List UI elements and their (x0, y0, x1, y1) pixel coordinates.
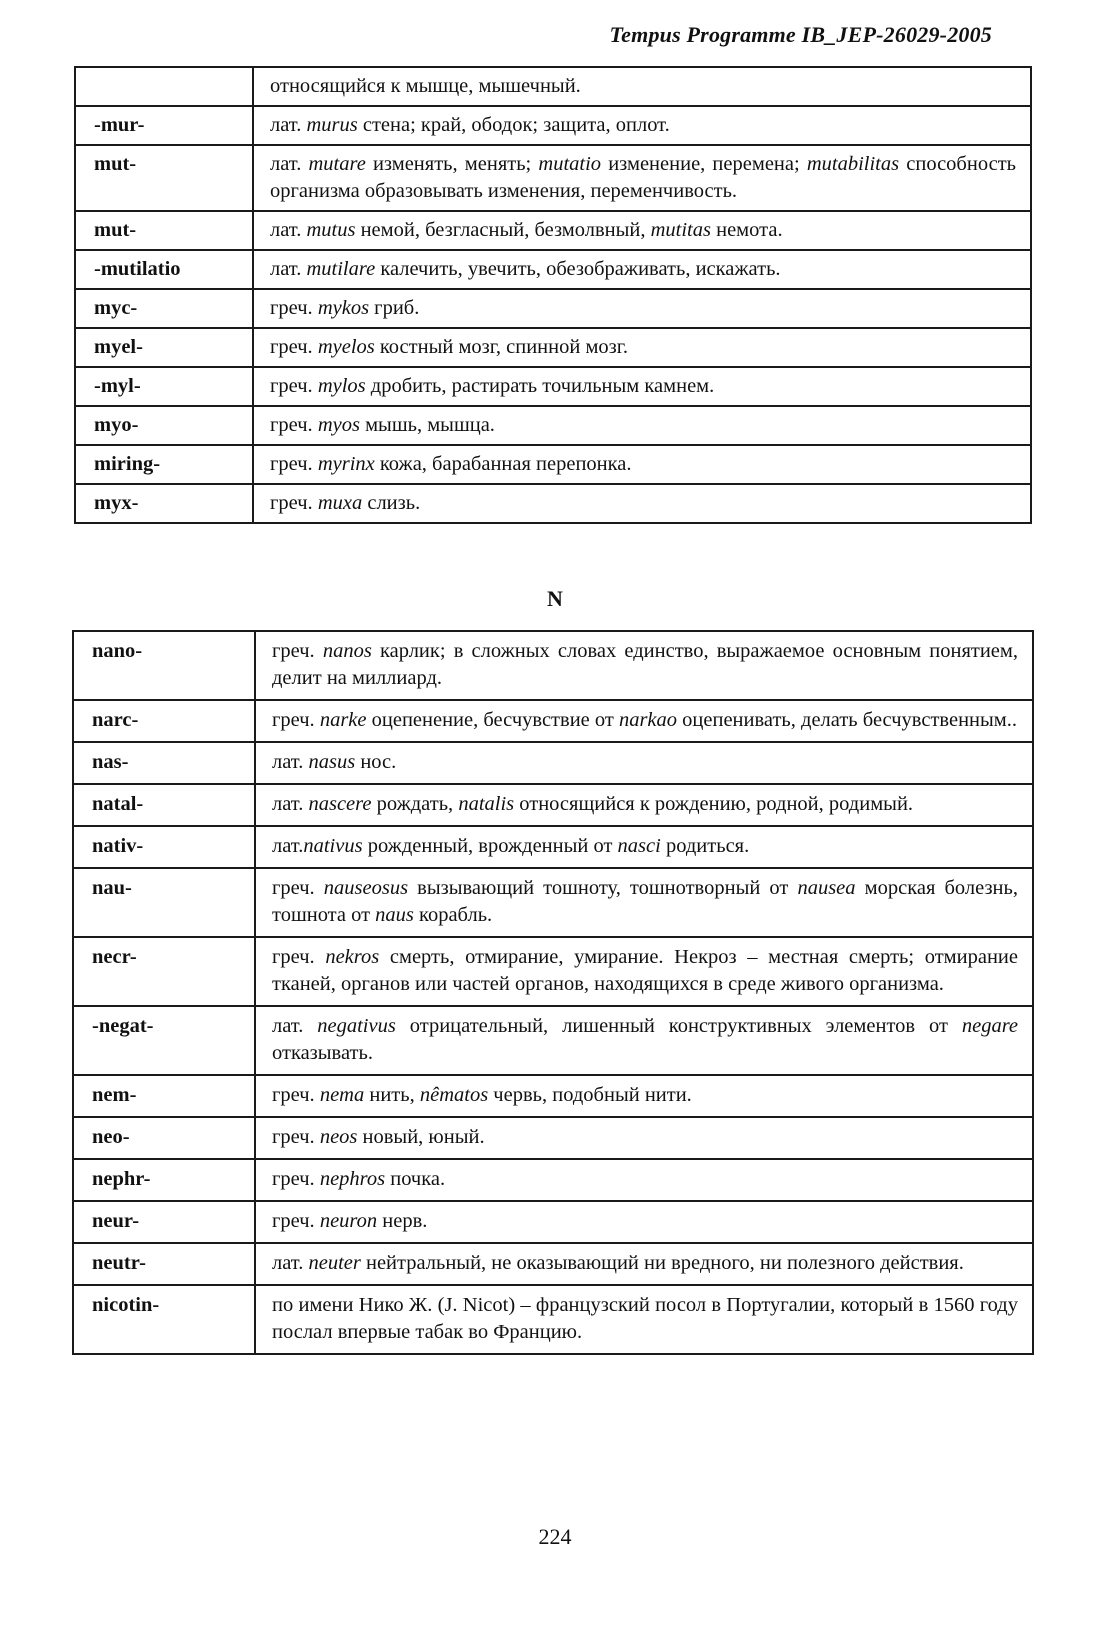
definition-text: рожденный, врожденный от (362, 835, 618, 857)
entry-row (75, 211, 1031, 250)
entry-definition (255, 1117, 1033, 1159)
definition-text: греч. (272, 877, 324, 899)
entry-definition (253, 406, 1031, 445)
definition-term-italic: nausea (797, 877, 856, 899)
entry-row (75, 406, 1031, 445)
definition-term-italic: mutabilitas (806, 153, 900, 175)
definition-term-italic: nasci (617, 835, 661, 857)
definition-term-italic: murus (306, 114, 358, 136)
entry-term: neo- (73, 1117, 255, 1159)
definition-text: греч. (272, 1126, 320, 1148)
entry-definition (255, 1159, 1033, 1201)
entry-definition (253, 445, 1031, 484)
definition-text: лат. (270, 153, 309, 175)
definition-text: нить, (364, 1084, 420, 1106)
definition-text: слизь. (362, 492, 421, 514)
entry-row (73, 826, 1033, 868)
entry-term: natal- (73, 784, 255, 826)
definition-text: лат. (270, 219, 307, 241)
definition-text: лат. (270, 114, 307, 136)
definition-term-italic: nekros (325, 946, 380, 968)
definition-term-italic: naus (375, 904, 414, 926)
definition-term-italic: neuron (319, 1210, 378, 1232)
entry-row (75, 250, 1031, 289)
entry-term: mut- (75, 211, 253, 250)
entry-row (75, 484, 1031, 523)
definition-term-italic: mutilare (306, 258, 376, 280)
definition-text: лат. (272, 1015, 318, 1037)
definition-text: нейтральный, не оказывающий ни вредного, ни полезного действия. (360, 1252, 964, 1274)
entry-row (75, 106, 1031, 145)
definition-text: оцепенение, бесчувствие от (366, 709, 619, 731)
definition-text: мышь, мышца. (359, 414, 495, 436)
definition-text: отказывать. (272, 1042, 373, 1064)
entry-row (73, 1201, 1033, 1243)
definition-term-italic: nanos (322, 640, 372, 662)
entry-definition (253, 328, 1031, 367)
definition-term-italic: nema (319, 1084, 365, 1106)
entry-term: nicotin- (73, 1285, 255, 1354)
definition-term-italic: nephros (319, 1168, 386, 1190)
entry-definition (255, 937, 1033, 1006)
definition-text: калечить, увечить, обезображивать, искажать. (375, 258, 781, 280)
definition-term-italic: mykos (317, 297, 370, 319)
definition-text: способность организма образовывать изменения, переменчивость. (270, 153, 1016, 202)
definition-text: по имени Нико Ж. (J. Nicot) – французский посол в Португалии, который в 1560 году послал впервые табак во Францию. (272, 1294, 1018, 1343)
entry-row (73, 1075, 1033, 1117)
definition-text: почка. (385, 1168, 446, 1190)
entry-term: neutr- (73, 1243, 255, 1285)
definition-text: родиться. (660, 835, 750, 857)
definition-term-italic: narkao (618, 709, 678, 731)
definition-text: немота. (710, 219, 783, 241)
page-number: 224 (538, 1524, 572, 1549)
entry-row (73, 700, 1033, 742)
entry-term: -mutilatio (75, 250, 253, 289)
definition-text: новый, юный. (357, 1126, 485, 1148)
entry-term: myo- (75, 406, 253, 445)
definition-text: греч. (270, 336, 318, 358)
entry-row (73, 868, 1033, 937)
definition-text: отрицательный, лишенный конструктивных элементов от (395, 1015, 962, 1037)
definition-text: греч. (270, 375, 318, 397)
entry-definition (253, 250, 1031, 289)
definition-term-italic: muxa (317, 492, 363, 514)
definition-text: морская болезнь, тошнота от (272, 877, 1019, 926)
entry-term: neur- (73, 1201, 255, 1243)
entry-row (73, 937, 1033, 1006)
entry-row (73, 784, 1033, 826)
definition-text: смерть, отмирание, умирание. Некроз – местная смерть; отмирание тканей, органов или частей органов, находящихся в среде живого организма. (272, 946, 1018, 995)
entry-row (73, 742, 1033, 784)
definition-term-italic: mutatio (538, 153, 602, 175)
entry-definition (255, 784, 1033, 826)
running-header: Tempus Programme IB_JEP-26029-2005 (609, 22, 992, 47)
definition-text: изменять, менять; (365, 153, 539, 175)
definition-text: нос. (355, 751, 397, 773)
definition-text: лат. (270, 258, 307, 280)
entry-row (75, 445, 1031, 484)
definition-term-italic: mylos (317, 375, 366, 397)
entry-term: narc- (73, 700, 255, 742)
entry-term: myx- (75, 484, 253, 523)
entry-term: miring- (75, 445, 253, 484)
entry-row (73, 631, 1033, 700)
definition-term-italic: myos (317, 414, 360, 436)
definition-text: карлик; в сложных словах единство, выражаемое основным понятием, делит на миллиард. (272, 640, 1018, 689)
definition-term-italic: nauseosus (323, 877, 409, 899)
definition-text: нерв. (377, 1210, 428, 1232)
definition-text: греч. (272, 640, 323, 662)
definition-text: стена; край, ободок; защита, оплот. (357, 114, 670, 136)
definition-term-italic: negare (961, 1015, 1019, 1037)
entry-definition (255, 742, 1033, 784)
definition-text: рождать, (371, 793, 459, 815)
definition-text: греч. (270, 414, 318, 436)
table-m-body (75, 67, 1031, 523)
entry-definition (253, 211, 1031, 250)
entry-definition (255, 826, 1033, 868)
definition-term-italic: nascere (308, 793, 372, 815)
definition-text: греч. (270, 453, 318, 475)
entry-term: nativ- (73, 826, 255, 868)
definition-term-italic: neuter (308, 1252, 361, 1274)
definition-text: греч. (272, 1168, 320, 1190)
entry-term: -myl- (75, 367, 253, 406)
definition-text: немой, безгласный, безмолвный, (355, 219, 651, 241)
definition-term-italic: mutus (306, 219, 356, 241)
entry-definition (255, 1201, 1033, 1243)
definition-term-italic: negativus (317, 1015, 396, 1037)
entry-term: mut- (75, 145, 253, 211)
entry-row (73, 1159, 1033, 1201)
definition-text: червь, подобный нити. (488, 1084, 692, 1106)
entry-term: -negat- (73, 1006, 255, 1075)
definition-text: лат. (272, 835, 304, 857)
entry-row (75, 367, 1031, 406)
definition-text: кожа, барабанная перепонка. (374, 453, 632, 475)
definition-term-italic: mutare (308, 153, 366, 175)
definition-text: лат. (272, 793, 309, 815)
definition-term-italic: mutitas (650, 219, 711, 241)
entry-definition (253, 145, 1031, 211)
entry-row (75, 289, 1031, 328)
entry-term: nephr- (73, 1159, 255, 1201)
entry-definition (253, 106, 1031, 145)
entry-definition (255, 1006, 1033, 1075)
entry-term: nem- (73, 1075, 255, 1117)
definition-term-italic: neos (319, 1126, 358, 1148)
entry-definition (255, 868, 1033, 937)
definition-term-italic: myrinx (317, 453, 375, 475)
entry-definition (255, 631, 1033, 700)
entry-definition (255, 1243, 1033, 1285)
definition-text: относящийся к мышце, мышечный. (270, 75, 581, 97)
entry-term: nas- (73, 742, 255, 784)
entry-definition (255, 1285, 1033, 1354)
entry-term: nano- (73, 631, 255, 700)
definition-text: греч. (272, 1210, 320, 1232)
definition-text: вызывающий тошноту, тошнотворный от (408, 877, 798, 899)
entry-definition (255, 1075, 1033, 1117)
definition-term-italic: narke (319, 709, 367, 731)
definition-text: греч. (272, 709, 320, 731)
section-letter: N (547, 586, 563, 611)
definition-text: греч. (272, 1084, 320, 1106)
table-n-body (73, 631, 1033, 1354)
definition-text: лат. (272, 1252, 309, 1274)
entry-term: nau- (73, 868, 255, 937)
entry-definition (253, 289, 1031, 328)
entry-definition (253, 367, 1031, 406)
definition-text: костный мозг, спинной мозг. (374, 336, 628, 358)
entry-term: myel- (75, 328, 253, 367)
dictionary-table-m (74, 66, 1032, 524)
definition-text: относящийся к рождению, родной, родимый. (514, 793, 914, 815)
definition-text: дробить, растирать точильным камнем. (365, 375, 715, 397)
definition-text: греч. (272, 946, 326, 968)
entry-definition (255, 700, 1033, 742)
entry-row (75, 145, 1031, 211)
definition-text: оцепенивать, делать бесчувственным.. (677, 709, 1018, 731)
definition-text: изменение, перемена; (601, 153, 807, 175)
entry-row (73, 1117, 1033, 1159)
definition-term-italic: natalis (458, 793, 515, 815)
entry-row (75, 328, 1031, 367)
definition-term-italic: nasus (308, 751, 356, 773)
entry-term: -mur- (75, 106, 253, 145)
dictionary-table-n (72, 630, 1034, 1355)
entry-definition (253, 484, 1031, 523)
definition-text: гриб. (369, 297, 420, 319)
entry-term: necr- (73, 937, 255, 1006)
entry-row (73, 1243, 1033, 1285)
definition-text: греч. (270, 492, 318, 514)
entry-row (73, 1006, 1033, 1075)
definition-text: корабль. (413, 904, 493, 926)
entry-row (73, 1285, 1033, 1354)
definition-text: лат. (272, 751, 309, 773)
entry-term: myc- (75, 289, 253, 328)
definition-term-italic: nêmatos (419, 1084, 489, 1106)
definition-text: греч. (270, 297, 318, 319)
definition-term-italic: nativus (303, 835, 363, 857)
definition-term-italic: myelos (317, 336, 375, 358)
entry-definition (253, 67, 1031, 106)
entry-row (75, 67, 1031, 106)
entry-term (75, 67, 253, 106)
